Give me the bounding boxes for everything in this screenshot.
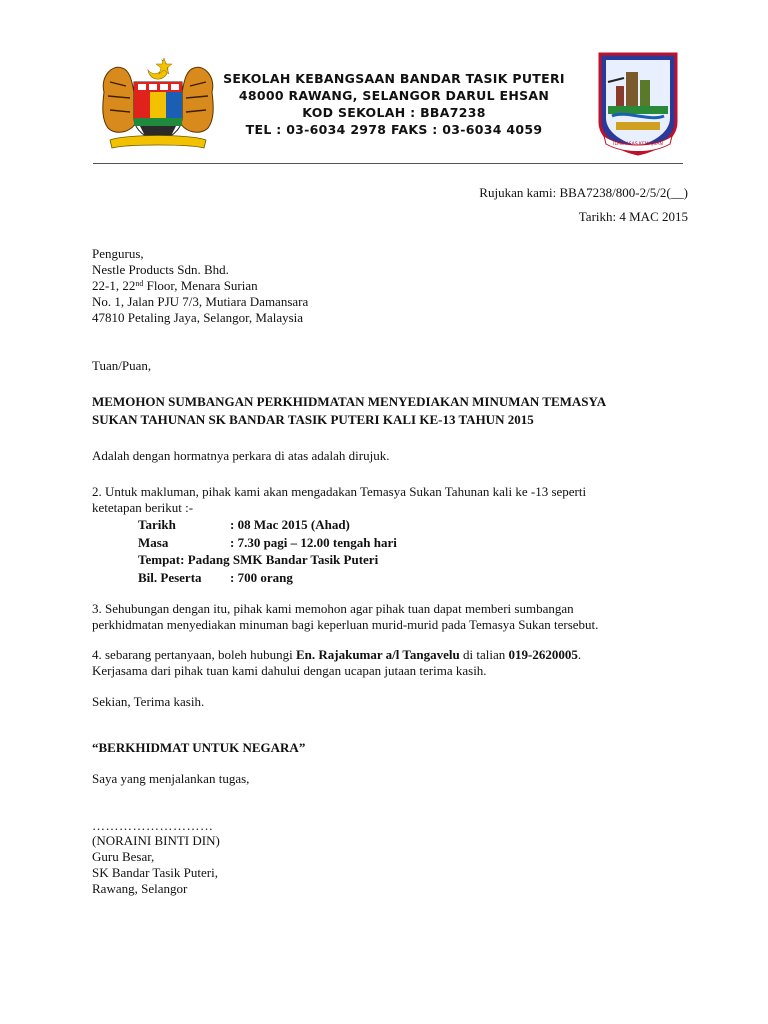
recipient-city: 47810 Petaling Jaya, Selangor, Malaysia <box>92 310 304 325</box>
closing-remark: Sekian, Terima kasih. <box>92 694 205 709</box>
contact-end: . <box>577 647 582 662</box>
paragraph-1: Adalah dengan hormatnya perkara di atas adalah dirujuk. <box>92 448 390 463</box>
event-time-value: : 7.30 pagi – 12.00 tengah hari <box>230 535 397 550</box>
subject-line-2: SUKAN TAHUNAN SK BANDAR TASIK PUTERI KALI KE-13 TAHUN 2015 <box>92 412 534 427</box>
contact-mid: di talian <box>459 647 509 662</box>
contact-name: En. Rajakumar a/l Tangavelu <box>295 647 460 662</box>
signatory-name: (NORAINI BINTI DIN) <box>92 833 220 848</box>
signatory-place: Rawang, Selangor <box>92 881 188 896</box>
letter-date: Tarikh: 4 MAC 2015 <box>578 209 688 224</box>
school-address: 48000 RAWANG, SELANGOR DARUL EHSAN <box>238 88 550 103</box>
header-divider <box>93 163 683 164</box>
recipient-title: Pengurus, <box>92 246 144 261</box>
paragraph-4-line-2: Kerjasama dari pihak tuan kami dahului dengan ucapan jutaan terima kasih. <box>92 663 487 678</box>
school-contact: TEL : 03-6034 2978 FAKS : 03-6034 4059 <box>245 122 543 137</box>
recipient-building: Floor, Menara Surian <box>143 278 258 293</box>
event-participants-value: : 700 orang <box>230 570 293 585</box>
signatory-title: Guru Besar, <box>92 849 155 864</box>
paragraph-3-line-1: 3. Sehubungan dengan itu, pihak kami memohon agar pihak tuan dapat memberi sumbangan <box>92 601 574 616</box>
paragraph-4-line-1 <box>92 647 581 662</box>
school-name: SEKOLAH KEBANGSAAN BANDAR TASIK PUTERI <box>223 71 565 86</box>
paragraph-2-line-1: 2. Untuk makluman, pihak kami akan mengadakan Temasya Sukan Tahunan kali ke -13 seperti <box>92 484 587 499</box>
subject-line-1: MEMOHON SUMBANGAN PERKHIDMATAN MENYEDIAKAN MINUMAN TEMASYA <box>92 394 607 409</box>
contact-intro: 4. sebarang pertanyaan, boleh hubungi <box>92 647 296 662</box>
school-logo <box>596 52 680 156</box>
event-date-label: Tarikh <box>138 517 176 532</box>
motto: “BERKHIDMAT UNTUK NEGARA” <box>92 740 306 755</box>
recipient-floor-suffix: nd <box>135 279 144 288</box>
reference-number: Rujukan kami: BBA7238/800-2/5/2(__) <box>479 185 688 200</box>
salutation: Tuan/Puan, <box>92 358 152 373</box>
contact-phone: 019-2620005 <box>508 647 578 662</box>
event-date-value: : 08 Mac 2015 (Ahad) <box>230 517 350 532</box>
event-venue: Tempat: Padang SMK Bandar Tasik Puteri <box>138 552 379 567</box>
recipient-company: Nestle Products Sdn. Bhd. <box>92 262 229 277</box>
recipient-street: No. 1, Jalan PJU 7/3, Mutiara Damansara <box>92 294 309 309</box>
signature-line: ……………………… <box>92 818 214 833</box>
logo-motto-text: ILMU ASAS KEMAJUAN <box>613 142 663 147</box>
paragraph-2-line-2: ketetapan berikut :- <box>92 500 194 515</box>
signoff: Saya yang menjalankan tugas, <box>92 771 250 786</box>
event-time-label: Masa <box>138 535 169 550</box>
recipient-floor <box>92 278 258 293</box>
recipient-floor-number: 22-1, 22 <box>92 278 136 293</box>
event-participants-label: Bil. Peserta <box>138 570 202 585</box>
signatory-school: SK Bandar Tasik Puteri, <box>92 865 218 880</box>
school-code: KOD SEKOLAH : BBA7238 <box>302 105 486 120</box>
paragraph-3-line-2: perkhidmatan menyediakan minuman bagi keperluan murid-murid pada Temasya Sukan tersebut. <box>92 617 599 632</box>
